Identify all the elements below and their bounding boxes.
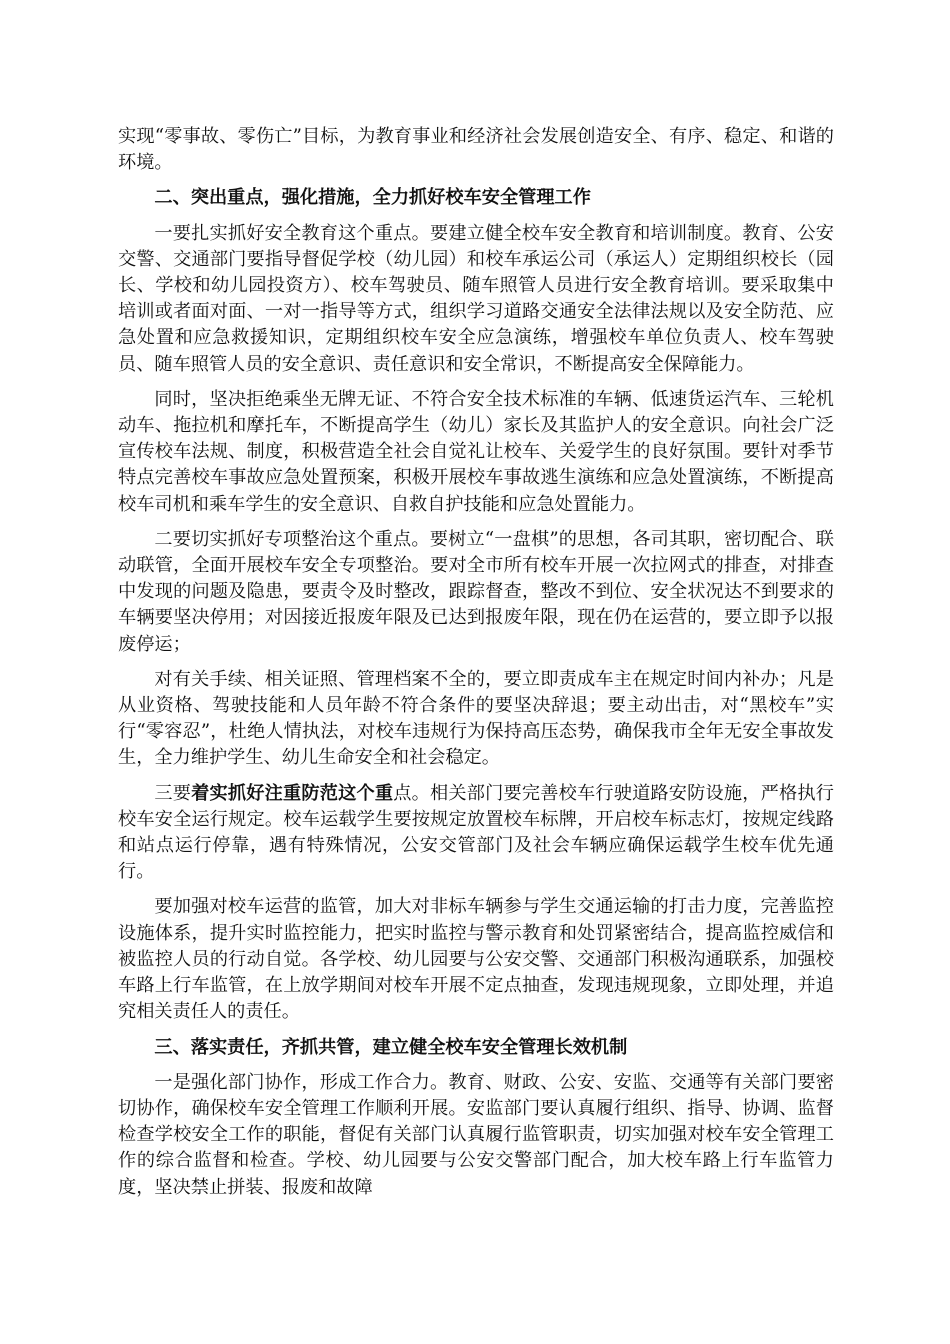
paragraph-awareness: 同时，坚决拒绝乘坐无牌无证、不符合安全技术标准的车辆、低速货运汽车、三轮机动车、拖拉机和摩托车，不断提高学生（幼儿）家长及其监护人的安全意识。向社会广泛宣传校车法规、制度，积极营造全社会自觉礼让校车、关爱学生的良好氛围。要针对季节特点完善校车事故应急处置预案，积极开展校车事故逃生演练和应急处置演练，不断提高校车司机和乘车学生的安全意识、自救自护技能和应急处置能力。 xyxy=(118,388,834,515)
paragraph-special-rectification: 二要切实抓好专项整治这个重点。要树立“一盘棋”的思想，各司其职，密切配合、联动联管，全面开展校车安全专项整治。要对全市所有校车开展一次拉网式的排查，对排查中发现的问题及隐患，要责令及时整改，跟踪督查，整改不到位、安全状况达不到要求的车辆要坚决停用；对因接近报废年限及已达到报废年限，现在仍在运营的，要立即予以报废停运； xyxy=(118,528,834,655)
prevention-emphasis: 着实抓好注重防范这个重 xyxy=(191,782,394,804)
section-heading-3: 三、落实责任，齐抓共管，建立健全校车安全管理长效机制 xyxy=(154,1036,628,1058)
paragraph-documents-and-enforcement: 对有关手续、相关证照、管理档案不全的，要立即责成车主在规定时间内补办；凡是从业资格、驾驶技能和人员年龄不符合条件的要坚决辞退；要主动出击，对“黑校车”实行“零容忍”，杜绝人情执法，对校车违规行为保持高压态势，确保我市全年无安全事故发生，全力维护学生、幼儿生命安全和社会稳定。 xyxy=(118,668,834,769)
paragraph-prevention xyxy=(118,781,834,886)
prevention-lead: 三要 xyxy=(154,782,192,804)
paragraph-safety-education: 一要扎实抓好安全教育这个重点。要建立健全校车安全教育和培训制度。教育、公安交警、交通部门要指导督促学校（幼儿园）和校车承运公司（承运人）定期组织校长（园长、学校和幼儿园投资方）、校车驾驶员、随车照管人员进行安全教育培训。要采取集中培训或者面对面、一对一指导等方式，组织学习道路交通安全法律法规以及安全防范、应急处置和应急救援知识，定期组织校车安全应急演练，增强校车单位负责人、校车驾驶员、随车照管人员的安全意识、责任意识和安全常识，不断提高安全保障能力。 xyxy=(118,222,834,375)
document-body xyxy=(118,124,834,1201)
paragraph-supervision: 要加强对校车运营的监管，加大对非标车辆参与学生交通运输的打击力度，完善监控设施体系，提升实时监控能力，把实时监控与警示教育和处罚紧密结合，提高监控威信和被监控人员的行动自觉。各学校、幼儿园要与公安交警、交通部门积极沟通联系，加强校车路上行车监管，在上放学期间对校车开展不定点抽查，发现违规现象，立即处理，并追究相关责任人的责任。 xyxy=(118,896,834,1023)
section-heading-2: 二、突出重点，强化措施，全力抓好校车安全管理工作 xyxy=(154,187,591,209)
paragraph-department-coordination: 一是强化部门协作，形成工作合力。教育、财政、公安、安监、交通等有关部门要密切协作，确保校车安全管理工作顺利开展。安监部门要认真履行组织、指导、协调、监督检查学校安全工作的职能，督促有关部门认真履行监管职责，切实加强对校车安全管理工作的综合监督和检查。学校、幼儿园要与公安交警部门配合，加大校车路上行车监管力度，坚决禁止拼装、报废和故障 xyxy=(118,1071,834,1198)
paragraph-intro: 实现“零事故、零伤亡”目标，为教育事业和经济社会发展创造安全、有序、稳定、和谐的环境。 xyxy=(118,126,834,174)
prevention-body: 点。相关部门要完善校车行驶道路安防设施，严格执行校车安全运行规定。校车运载学生要按规定放置校车标牌，开启校车标志灯，按规定线路和站点运行停靠，遇有特殊情况，公安交管部门及社会车辆应确保运载学生校车优先通行。 xyxy=(118,782,834,883)
